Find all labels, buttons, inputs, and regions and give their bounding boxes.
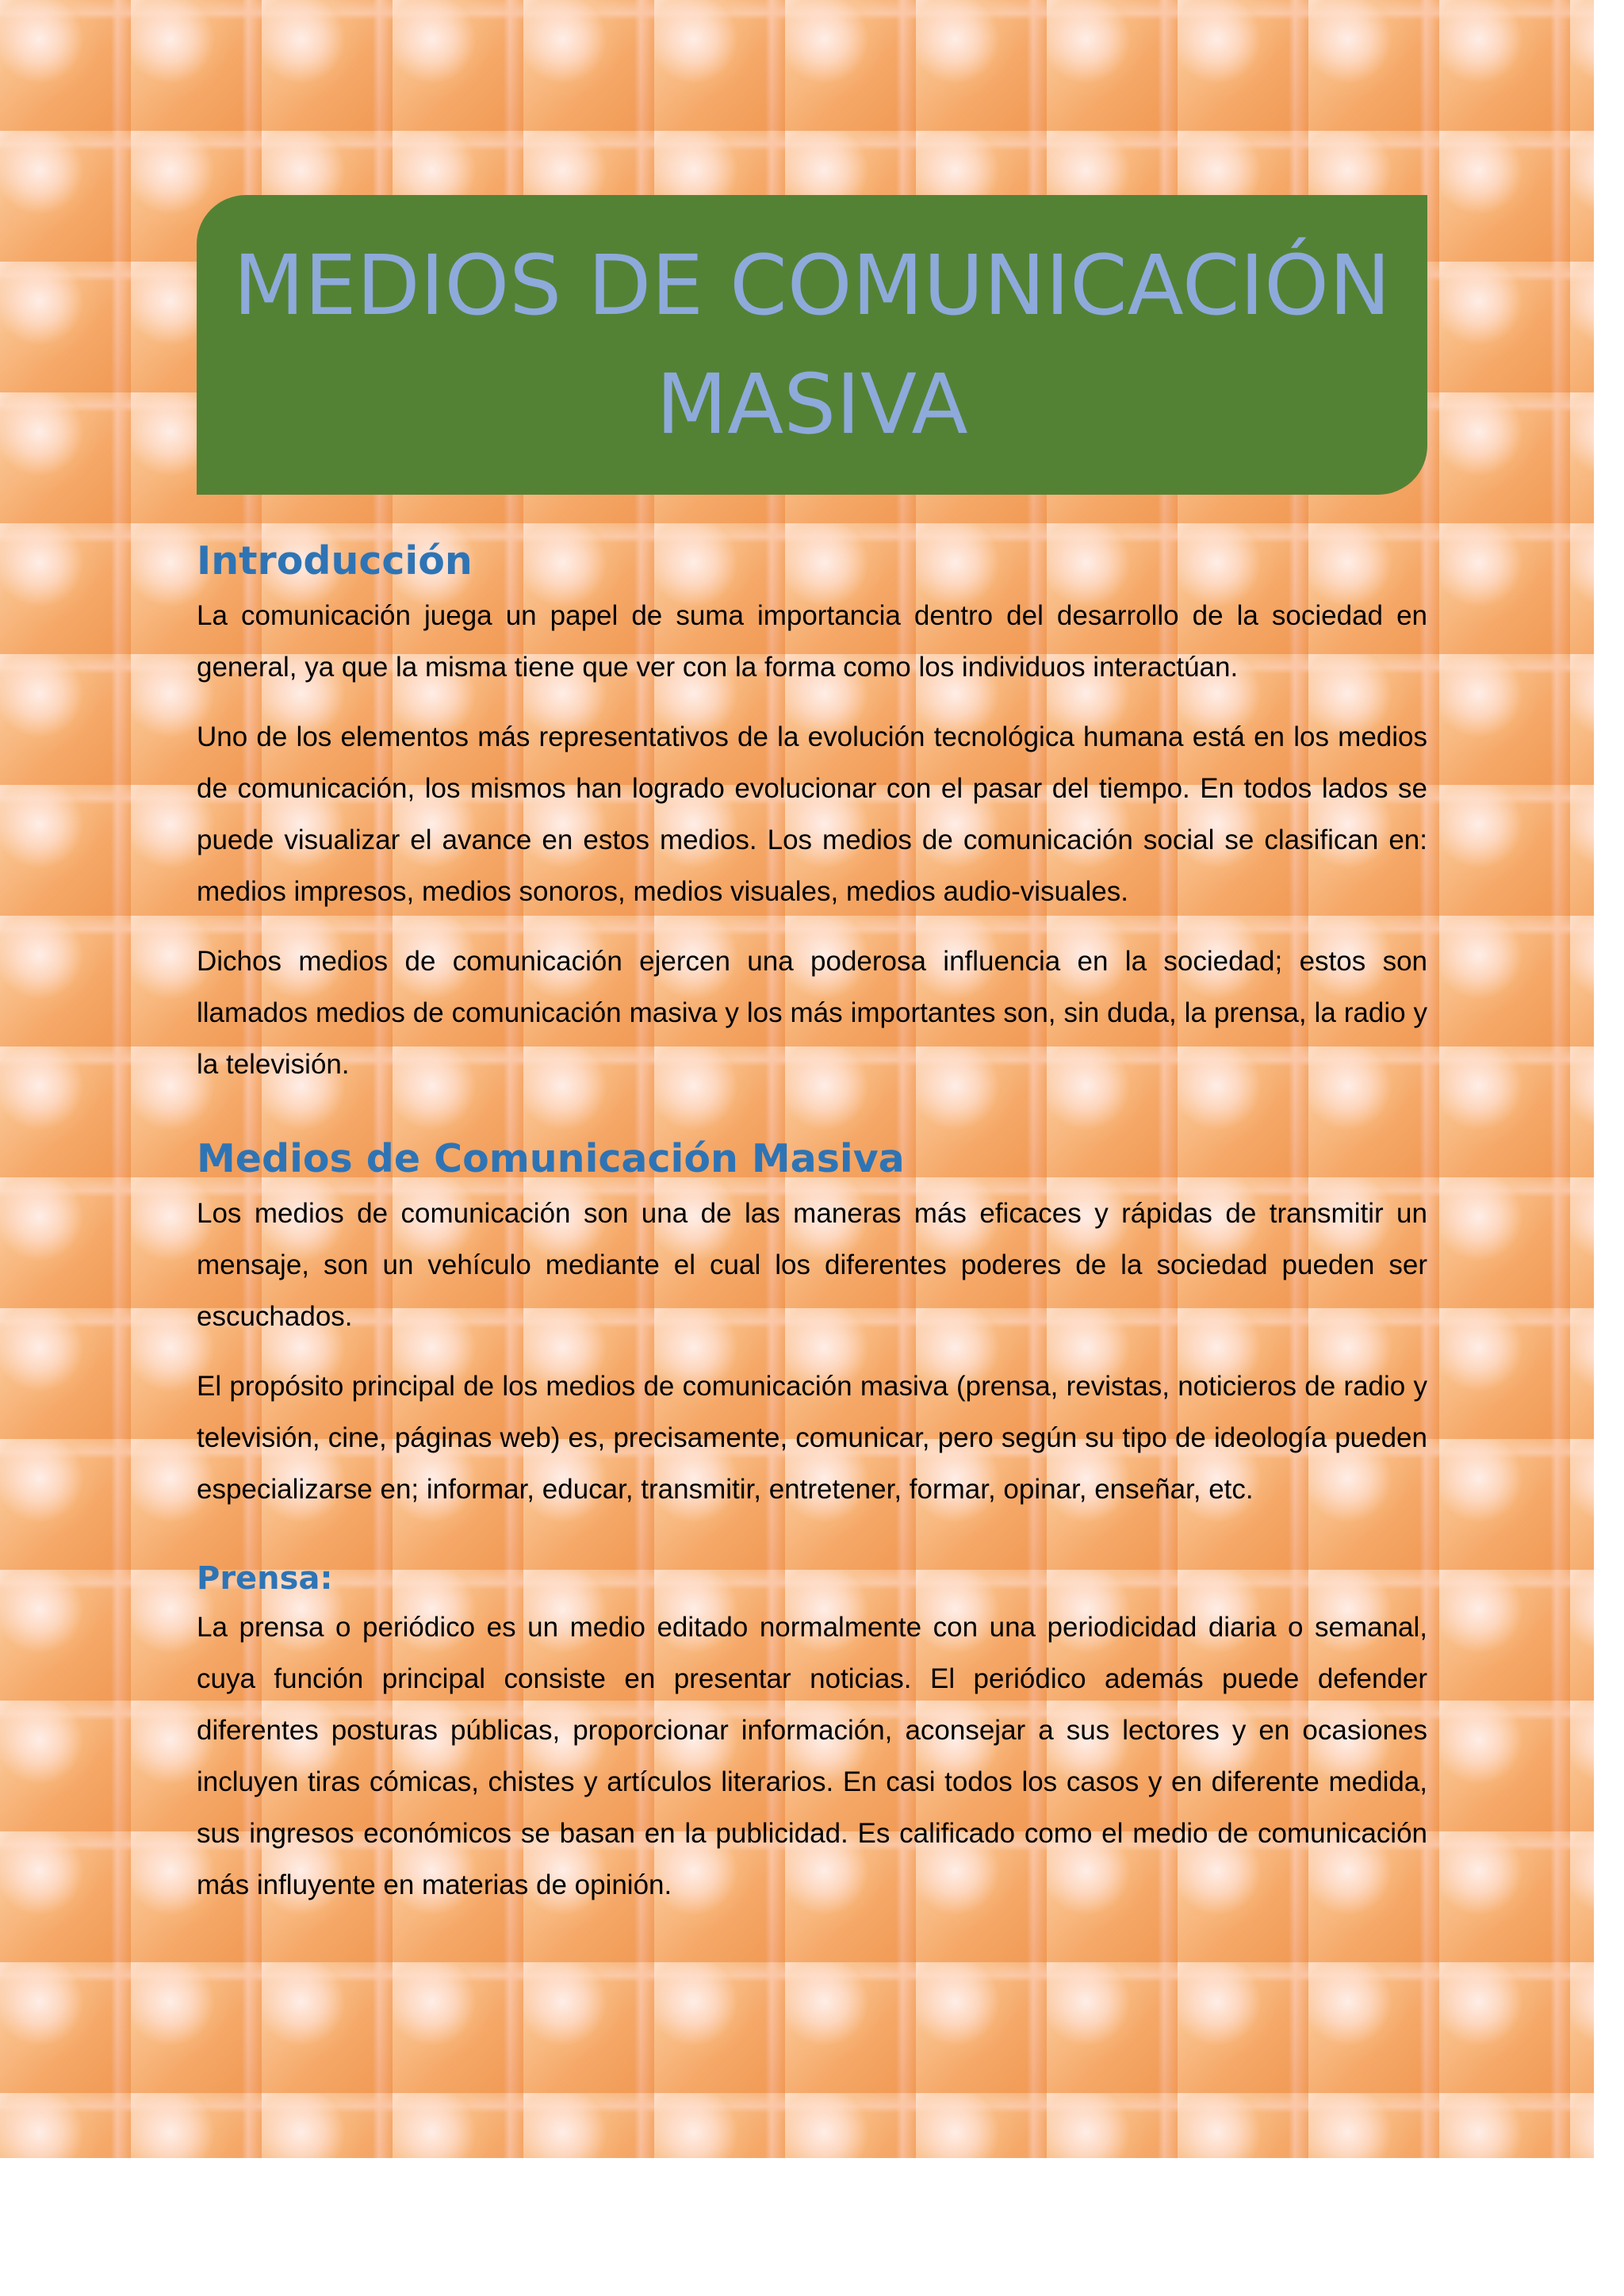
- spacer: [197, 1533, 1427, 1556]
- title-banner: [197, 195, 1427, 495]
- paragraph: Los medios de comunicación son una de las maneras más eficaces y rápidas de transmitir un mensaje, son un vehículo mediante el cual los diferentes poderes de la sociedad pueden ser escuchados.: [197, 1198, 1427, 1332]
- page-title-line-1: MEDIOS DE COMUNICACIÓN: [233, 237, 1391, 334]
- section-heading-medios-masiva: Medios de Comunicación Masiva: [197, 1136, 905, 1181]
- page-title-line-2: MASIVA: [656, 356, 968, 453]
- paragraph: Uno de los elementos más representativos de la evolución tecnológica humana está en los medios de comunicación, los mismos han logrado evolucionar con el pasar del tiempo. En todos lados se puede visualizar el avance en estos medios. Los medios de comunicación social se clasifican en: medios impresos, medios sonoros, medios visuales, medios audio-visuales.: [197, 721, 1427, 907]
- section-heading-introduccion: Introducción: [197, 538, 473, 584]
- spacer: [197, 1108, 1427, 1131]
- paragraph: El propósito principal de los medios de comunicación masiva (prensa, revistas, noticieros de radio y televisión, cine, páginas web) es, precisamente, comunicar, pero según su tipo de ideología pueden especializarse en; informar, educar, transmitir, entretener, formar, opinar, enseñar, etc.: [197, 1371, 1427, 1505]
- paragraph: La prensa o periódico es un medio editado normalmente con una periodicidad diaria o semanal, cuya función principal consiste en presentar noticias. El periódico además puede defender diferentes posturas públicas, proporcionar información, aconsejar a sus lectores y en ocasiones incluyen tiras cómicas, chistes y artículos literarios. En casi todos los casos y en diferente medida, sus ingresos económicos se basan en la publicidad. Es calificado como el medio de comunicación más influyente en materias de opinión.: [197, 1612, 1427, 1900]
- section-heading-prensa: Prensa:: [197, 1560, 333, 1597]
- paragraph: La comunicación juega un papel de suma importancia dentro del desarrollo de la sociedad en general, ya que la misma tiene que ver con la forma como los individuos interactúan.: [197, 600, 1427, 683]
- paragraph: Dichos medios de comunicación ejercen una poderosa influencia en la sociedad; estos son llamados medios de comunicación masiva y los más importantes son, sin duda, la prensa, la radio y la televisión.: [197, 946, 1427, 1080]
- document-body: [197, 533, 1427, 1929]
